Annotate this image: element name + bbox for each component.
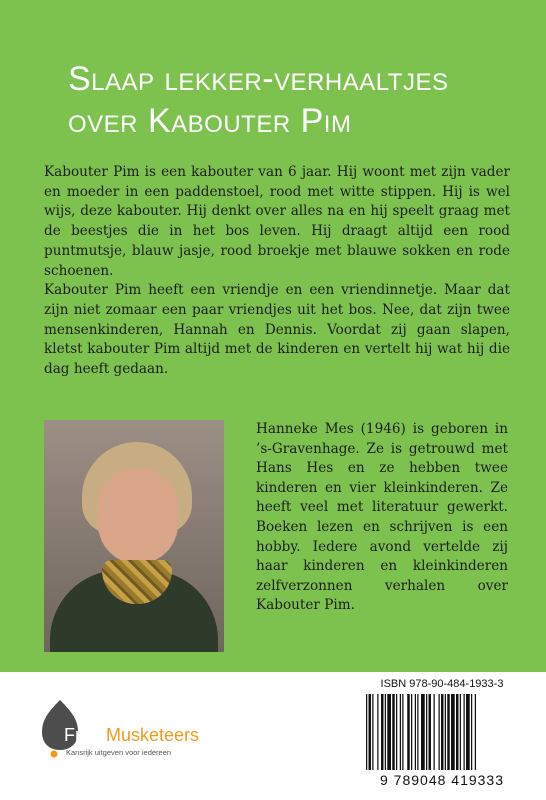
isbn-label: ISBN 978-90-484-1933-3 bbox=[380, 678, 504, 690]
book-title-line-2: over Kabouter Pim bbox=[68, 102, 352, 140]
book-title bbox=[68, 58, 508, 142]
author-photo bbox=[44, 420, 224, 652]
publisher-name-free: Free bbox=[64, 725, 102, 745]
blurb-paragraph-2: Kabouter Pim heeft een vriendje en een vriendinnetje. Maar dat zijn niet zomaar een paar vriendjes uit het bos. Nee, dat zijn twee mensenkinderen, Hannah en Dennis. Voordat zij gaan slapen, kletst kabouter Pim altijd met de kinderen en vertelt hij wat hij die dag heeft gedaan. bbox=[44, 282, 510, 378]
publisher-tagline: Kansrijk uitgeven voor iedereen bbox=[66, 748, 172, 757]
author-bio: Hanneke Mes (1946) is geboren in ’s-Gravenhage. Ze is getrouwd met Hans Hes en ze hebben twee kinderen en vier kleinkinderen. Ze heeft veel met literatuur gewerkt. Boeken lezen en schrijven is een hobby. Iedere avond vertelde zij haar kinderen en kleinkinderen zelfverzonnen verhalen over Kabouter Pim. bbox=[256, 421, 508, 614]
blurb-paragraph-1: Kabouter Pim is een kabouter van 6 jaar. Hij woont met zijn vader en moeder in een paddenstoel, rood met witte stippen. Hij is wel wijs, deze kabouter. Hij denkt over alles na en hij speelt graag met de beestjes die in het bos leven. Hij draagt altijd een rood puntmutsje, blauw jasje, rood broekje met blauwe sokken en rode schoenen. bbox=[44, 164, 510, 279]
barcode-digits: 9 789048 419333 bbox=[380, 772, 504, 788]
publisher-logo bbox=[40, 698, 240, 758]
book-title-line-1: Slaap lekker-verhaaltjes bbox=[68, 60, 449, 98]
author-photo-face bbox=[98, 468, 178, 564]
barcode-icon bbox=[364, 694, 526, 770]
book-blurb bbox=[44, 163, 510, 380]
publisher-name-musketeers: Musketeers bbox=[106, 725, 200, 745]
isbn-barcode-block bbox=[354, 678, 530, 790]
